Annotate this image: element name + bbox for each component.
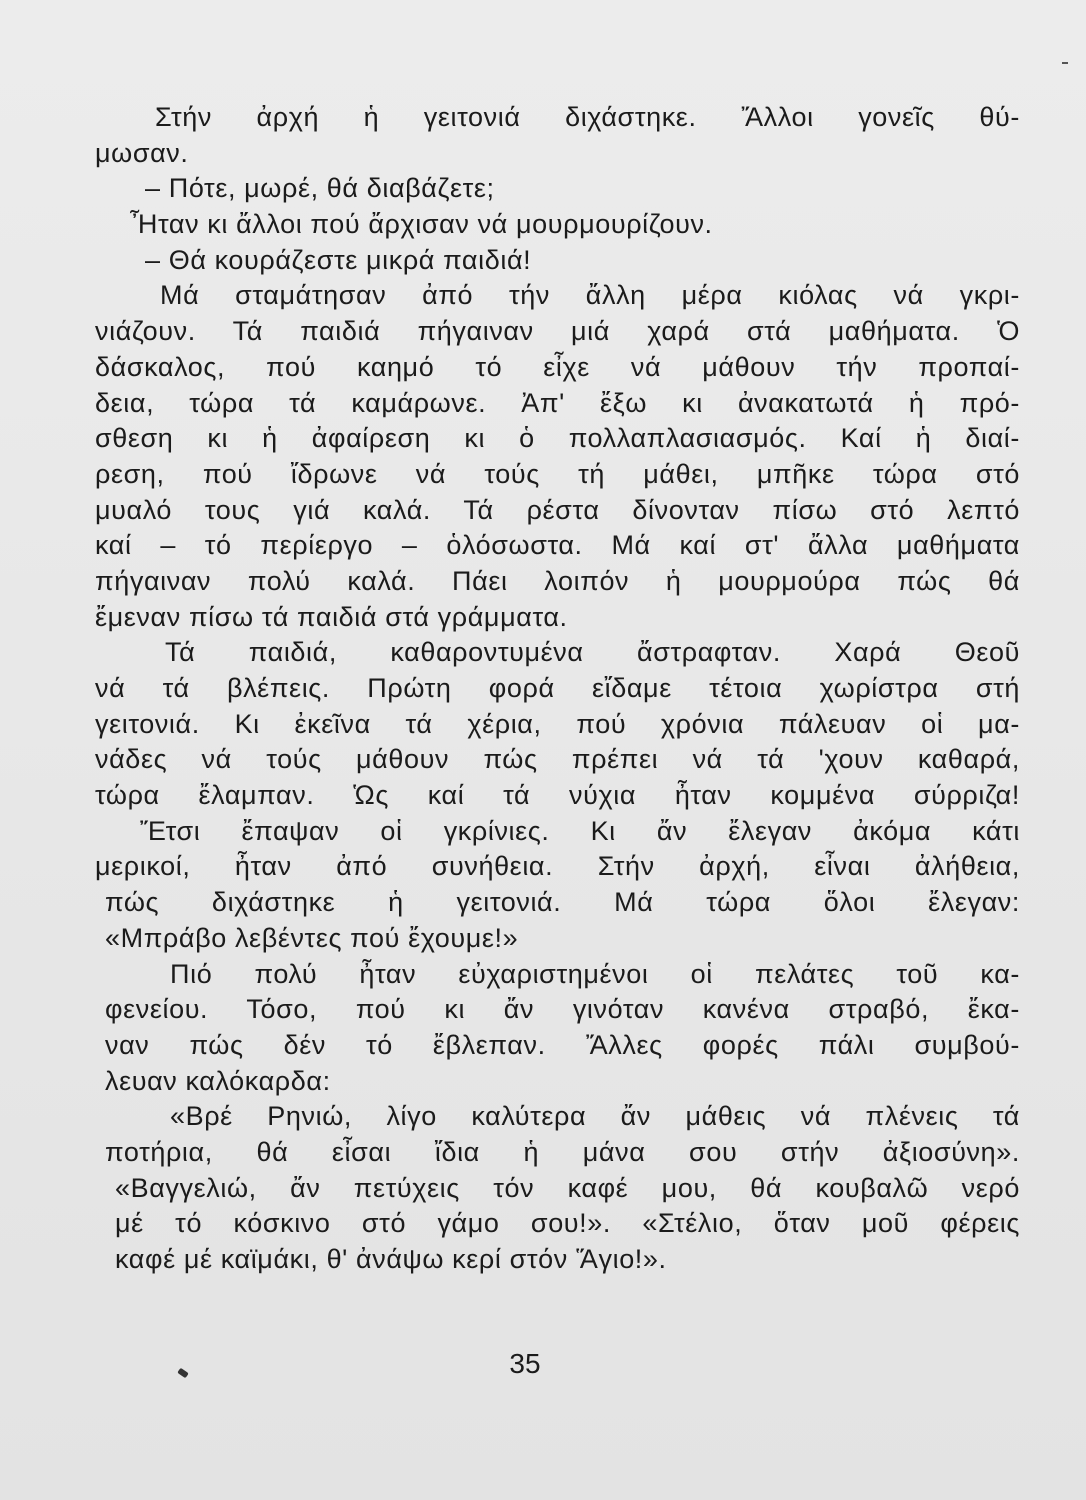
- text-line: Ἔτσι ἔπαψαν οἱ γκρίνιες. Κι ἄν ἔλεγαν ἀκόμα κάτι: [140, 815, 1020, 846]
- text-line: – Πότε, μωρέ, θά διαβάζετε;: [145, 173, 495, 204]
- text-line: ἔμεναν πίσω τά παιδιά στά γράμματα.: [95, 601, 568, 632]
- text-line: νά τά βλέπεις. Πρώτη φορά εἴδαμε τέτοια χωρίστρα στή: [95, 673, 1020, 703]
- text-line: μωσαν.: [95, 137, 189, 168]
- text-line: Στήν ἀρχή ἡ γειτονιά διχάστηκε. Ἄλλοι γονεῖς θύ-: [155, 102, 1020, 132]
- text-line: «Μπράβο λεβέντες πού ἔχουμε!»: [105, 922, 519, 953]
- text-line: τώρα ἔλαμπαν. Ὡς καί τά νύχια ἦταν κομμένα σύρριζα!: [95, 780, 1020, 811]
- text-line: Τά παιδιά, καθαροντυμένα ἄστραφταν. Χαρά Θεοῦ: [165, 637, 1020, 668]
- text-line: «Βαγγελιώ, ἄν πετύχεις τόν καφέ μου, θά κουβαλῶ νερό: [115, 1172, 1020, 1203]
- text-line: καφέ μέ καϊμάκι, θ' ἀνάψω κερί στόν Ἅγιο!».: [115, 1244, 667, 1274]
- text-line: ποτήρια, θά εἶσαι ἴδια ἡ μάνα σου στήν ἀξιοσύνη».: [105, 1136, 1020, 1167]
- text-line: καί – τό περίεργο – ὁλόσωστα. Μά καί στ' ἄλλα μαθήματα: [95, 530, 1020, 561]
- text-line: δεια, τώρα τά καμάρωνε. Ἀπ' ἔξω κι ἀνακατωτά ἡ πρό-: [95, 387, 1020, 418]
- text-line: Ἦταν κι ἄλλοι πού ἄρχισαν νά μουρμουρίζουν.: [130, 209, 713, 240]
- text-line: φενείου. Τόσο, πού κι ἄν γινόταν κανένα στραβό, ἔκα-: [105, 994, 1020, 1025]
- text-line: γειτονιά. Κι ἐκεῖνα τά χέρια, πού χρόνια πάλευαν οἱ μα-: [95, 708, 1020, 739]
- body-text: [95, 100, 1020, 1278]
- text-line: μέ τό κόσκινο στό γάμο σου!». «Στέλιο, ὅταν μοῦ φέρεις: [115, 1208, 1020, 1239]
- text-line: ναν πώς δέν τό ἔβλεπαν. Ἄλλες φορές πάλι συμβού-: [105, 1029, 1020, 1060]
- text-line: Πιό πολύ ἦταν εὐχαριστημένοι οἱ πελάτες τοῦ κα-: [170, 958, 1020, 989]
- text-line: Μά σταμάτησαν ἀπό τήν ἄλλη μέρα κιόλας νά γκρι-: [160, 280, 1020, 311]
- text-line: «Βρέ Ρηνιώ, λίγο καλύτερα ἄν μάθεις νά πλένεις τά: [170, 1101, 1020, 1132]
- text-line: πήγαιναν πολύ καλά. Πάει λοιπόν ἡ μουρμούρα πώς θά: [95, 565, 1020, 596]
- text-line: πώς διχάστηκε ἡ γειτονιά. Μά τώρα ὅλοι ἔλεγαν:: [105, 887, 1020, 918]
- text-line: σθεση κι ἡ ἀφαίρεση κι ὁ πολλαπλασιασμός. Καί ἡ διαί-: [95, 423, 1020, 454]
- ink-speck: [177, 1368, 189, 1379]
- text-line: λευαν καλόκαρδα:: [105, 1065, 331, 1096]
- text-line: μερικοί, ἦταν ἀπό συνήθεια. Στήν ἀρχή, εἶναι ἀλήθεια,: [95, 851, 1020, 882]
- text-line: μυαλό τους γιά καλά. Τά ρέστα δίνονταν πίσω στό λεπτό: [95, 494, 1020, 525]
- text-line: ρεση, πού ἴδρωνε νά τούς τή μάθει, μπῆκε τώρα στό: [95, 458, 1020, 489]
- text-line: νιάζουν. Τά παιδιά πήγαιναν μιά χαρά στά μαθήματα. Ὁ: [95, 316, 1020, 347]
- text-line: δάσκαλος, πού καημό τό εἶχε νά μάθουν τήν προπαί-: [95, 351, 1020, 382]
- text-line: – Θά κουράζεστε μικρά παιδιά!: [145, 244, 532, 275]
- edge-speck: [1062, 62, 1068, 64]
- page-number: 35: [509, 1348, 541, 1379]
- text-line: νάδες νά τούς μάθουν πώς πρέπει νά τά 'χουν καθαρά,: [95, 744, 1020, 775]
